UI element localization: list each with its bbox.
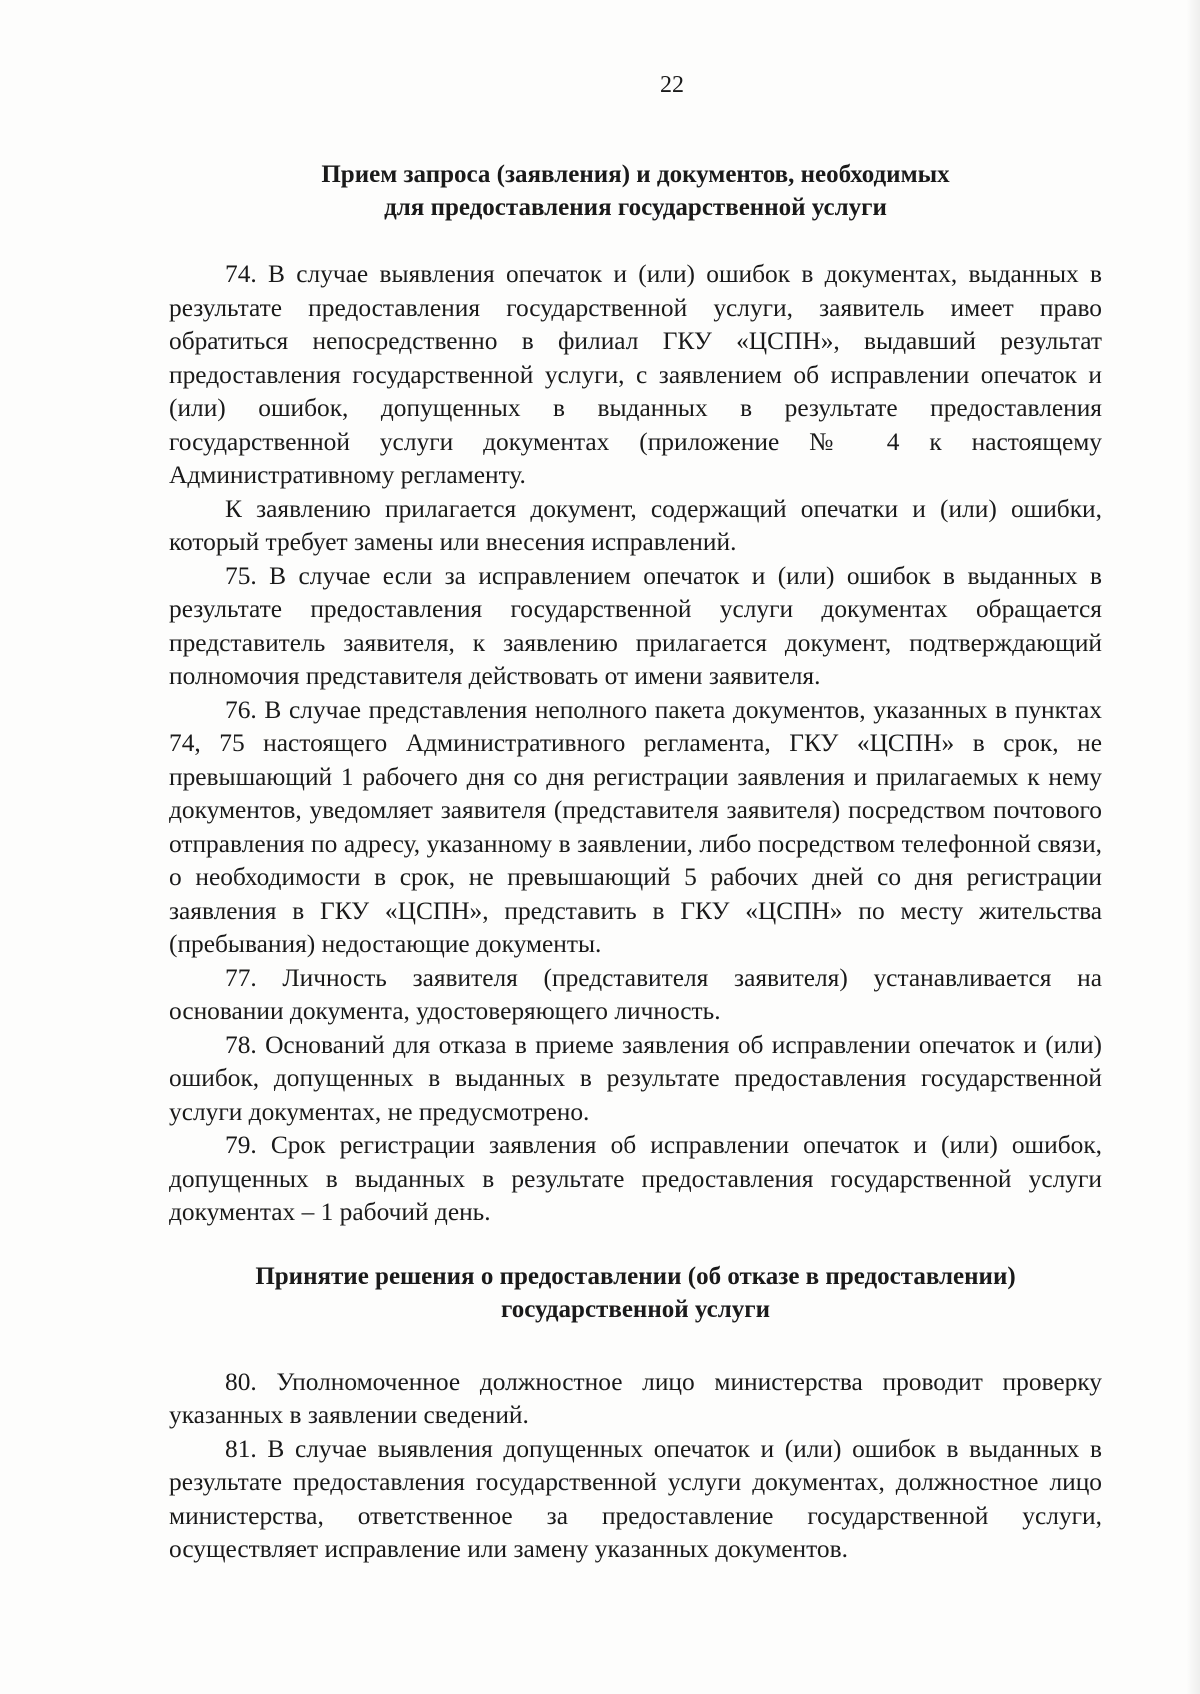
paragraph-78: 78. Оснований для отказа в приеме заявления об исправлении опечаток и (или) ошибок, допущенных в выданных в результате предоставления государственной услуги документах, не предусмотрено. [169,1030,1102,1126]
paragraph-81: 81. В случае выявления допущенных опечаток и (или) ошибок в выданных в результате предоставления государственной услуги документах, должностное лицо министерства, ответственное за предоставление государственной услуги, осуществляет исправление или замену указанных документов. [169,1434,1102,1563]
page-number: 22 [660,72,684,98]
paragraph-74-attachment: К заявлению прилагается документ, содержащий опечатки и (или) ошибки, который требует замены или внесения исправлений. [169,494,1102,556]
paragraph-76: 76. В случае представления неполного пакета документов, указанных в пунктах 74, 75 настоящего Административного регламента, ГКУ «ЦСПН» в срок, не превышающий 1 рабочего дня со дня регистрации заявления и прилагаемых к нему документов, уведомляет заявителя (представителя заявителя) посредством почтового отправления по адресу, указанному в заявлении, либо посредством телефонной связи, о необходимости в срок, не превышающий 5 рабочих дней со дня регистрации заявления в ГКУ «ЦСПН», представить в ГКУ «ЦСПН» по месту жительства (пребывания) недостающие документы. [169,695,1102,958]
document-body [169,158,1102,1567]
heading-line: Принятие решения о предоставлении (об отказе в предоставлении) [255,1262,1016,1290]
section-heading-request [169,158,1102,224]
heading-line: Прием запроса (заявления) и документов, необходимых [321,161,950,188]
page-edge-shadow [1186,0,1200,1694]
paragraph-79: 79. Срок регистрации заявления об исправлении опечаток и (или) ошибок, допущенных в выданных в результате предоставления государственной услуги документах – 1 рабочий день. [169,1131,1102,1226]
section-heading-decision [169,1260,1102,1326]
heading-line: для предоставления государственной услуги [384,194,887,221]
paragraph-74: 74. В случае выявления опечаток и (или) ошибок в документах, выданных в результате предоставления государственной услуги, заявитель имеет право обратиться непосредственно в филиал ГКУ «ЦСПН», выдавший результат предоставления государственной услуги, с заявлением об исправлении опечаток и (или) ошибок, допущенных в выданных в результате предоставления государственной услуги документах (приложение № 4 к настоящему Административному регламенту. [169,260,1102,489]
paragraph-80: 80. Уполномоченное должностное лицо министерства проводит проверку указанных в заявлении сведений. [169,1367,1102,1429]
paragraph-77: 77. Личность заявителя (представителя заявителя) устанавливается на основании документа, удостоверяющего личность. [169,963,1102,1025]
heading-line: государственной услуги [500,1295,771,1323]
paragraph-75: 75. В случае если за исправлением опечаток и (или) ошибок в выданных в результате предоставления государственной услуги документах обращается представитель заявителя, к заявлению прилагается документ, подтверждающий полномочия представителя действовать от имени заявителя. [169,561,1102,690]
